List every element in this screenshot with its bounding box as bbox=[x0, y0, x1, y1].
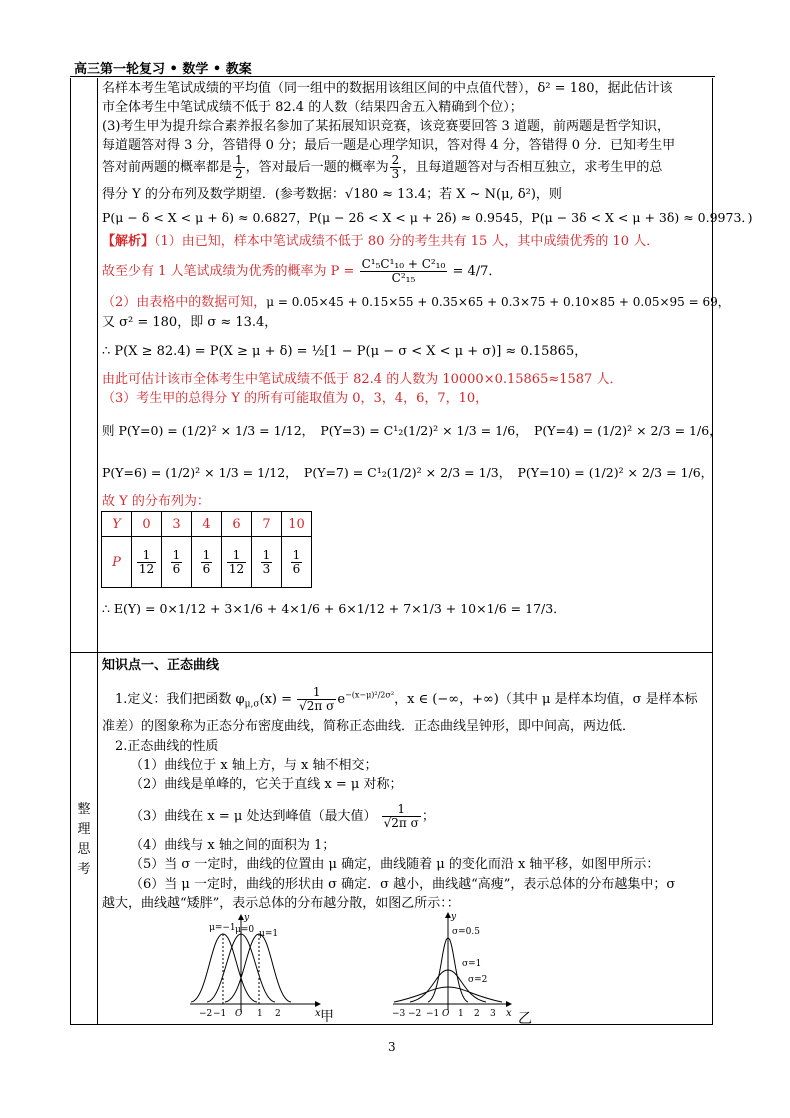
problem-line: 每道题答对得 3 分，答错得 0 分；最后一题是心理学知识，答对得 4 分，答错得 0 分．已知考生甲 bbox=[102, 138, 676, 153]
frac-den: 6 bbox=[172, 561, 181, 576]
frac-den: 2 bbox=[235, 167, 243, 181]
text-span: e bbox=[337, 692, 346, 707]
page-number: 3 bbox=[388, 1040, 396, 1054]
property-item: （2）曲线是单峰的，它关于直线 x = μ 对称； bbox=[130, 777, 403, 792]
text-span: −(x−μ)²/2σ² bbox=[345, 690, 395, 700]
column-divider bbox=[97, 78, 98, 1025]
frac-den: 12 bbox=[228, 561, 245, 576]
frac-den: √2π σ bbox=[383, 816, 419, 830]
tick-label: 1 bbox=[458, 1009, 464, 1019]
figure-jia bbox=[185, 912, 335, 1022]
fraction bbox=[390, 154, 402, 181]
text-span: （1）由已知，样本中笔试成绩不低于 80 分的考生共有 15 人，其中成绩优秀的 10 人． bbox=[154, 234, 660, 249]
table-cell: 6 bbox=[222, 512, 252, 537]
text-span: （3）曲线在 x = μ 处达到峰值（最大值） bbox=[130, 809, 377, 824]
problem-line: 名样本考生笔试成绩的平均值（同一组中的数据用该组区间的中点值代替），δ² = 180，据此估计该 bbox=[102, 81, 673, 96]
definition-line: 准差）的图象称为正态分布密度曲线，简称正态曲线．正态曲线呈钟形，即中间高，两边低． bbox=[102, 719, 636, 734]
text-span: 故至少有 1 人笔试成绩为优秀的概率为 P = bbox=[102, 264, 355, 279]
problem-line bbox=[102, 186, 562, 204]
frac-num: 1 bbox=[172, 547, 181, 562]
tick-label: −3 bbox=[392, 1009, 406, 1019]
text-span: ，x ∈ (−∞，+∞)（其中 μ 是样本均值，σ 是样本标 bbox=[394, 692, 698, 707]
fraction bbox=[297, 686, 336, 713]
solution-line: P(Y=6) = (1/2)² × 1/3 = 1/12， P(Y=7) = C¹₂(1/2)² × 2/3 = 1/3， P(Y=10) = (1/2)² × 2/3 = 1/6， bbox=[102, 465, 714, 480]
curve-label: μ=0 bbox=[235, 925, 255, 935]
tick-label: O bbox=[235, 1009, 243, 1019]
side-label bbox=[76, 800, 92, 880]
frac-den: 3 bbox=[262, 561, 271, 576]
text-span: 得分 Y 的分布列及数学期望．( bbox=[102, 187, 280, 202]
solution-line: 由此可估计该市全体考生中笔试成绩不低于 82.4 的人数为 10000×0.15865≈1587 人． bbox=[102, 372, 623, 387]
solution-line bbox=[102, 258, 501, 285]
text-span: 参考数据：√180 ≈ 13.4；若 X ~ N(μ, δ²)，则 bbox=[279, 187, 562, 202]
table-cell bbox=[252, 537, 282, 588]
x-axis-label: x bbox=[315, 1008, 321, 1019]
problem-line: 市全体考生中笔试成绩不低于 82.4 的人数（结果四舍五入精确到个位）； bbox=[102, 100, 523, 115]
property-item: 越大，曲线越“矮胖”，表示总体的分布越分散，如图乙所示：： bbox=[102, 896, 460, 911]
section-heading: 知识点一、正态曲线 bbox=[102, 658, 220, 673]
frac-num: C¹₅C¹₁₀ + C²₁₀ bbox=[361, 257, 446, 271]
frac-num: 1 bbox=[382, 803, 421, 817]
property-item bbox=[130, 803, 435, 830]
curve-mu-1 bbox=[225, 934, 291, 1002]
fraction bbox=[233, 154, 245, 181]
text-span: （2）由表格中的数据可知， bbox=[102, 295, 267, 310]
side-label-char: 考 bbox=[77, 862, 91, 877]
distribution-table bbox=[101, 511, 312, 588]
frac-num: 1 bbox=[235, 153, 243, 167]
y-axis-label: y bbox=[451, 912, 457, 922]
text-span: ，答对最后一题的概率为 bbox=[245, 160, 389, 175]
row-divider bbox=[70, 652, 713, 653]
text-span: 答对前两题的概率都是 bbox=[102, 160, 233, 175]
frac-den: √2π σ bbox=[299, 699, 335, 713]
table-cell: 3 bbox=[162, 512, 192, 537]
tick-label: −1 bbox=[426, 1009, 440, 1019]
curve-label: σ=2 bbox=[468, 975, 488, 985]
curve-mu-neg1 bbox=[191, 934, 257, 1002]
definition-line bbox=[115, 686, 698, 714]
frac-den: 6 bbox=[202, 561, 211, 576]
side-label-char: 思 bbox=[77, 842, 91, 857]
text-span: 1.定义：我们把函数 φ bbox=[115, 692, 245, 707]
tick-label: −1 bbox=[213, 1009, 227, 1019]
frac-num: 1 bbox=[292, 547, 301, 562]
table-cell bbox=[222, 537, 252, 588]
table-cell: 10 bbox=[282, 512, 312, 537]
figure-yi bbox=[388, 910, 518, 1022]
frac-num: 1 bbox=[137, 549, 156, 563]
problem-line: (3)考生甲为提升综合素养报名参加了某拓展知识竞赛，该竞赛要回答 3 道题，前两题是哲学知识， bbox=[102, 119, 670, 134]
text-span: ，且每道题答对与否相互独立，求考生甲的总 bbox=[402, 160, 663, 175]
frac-num: 1 bbox=[202, 547, 211, 562]
property-item: （4）曲线与 x 轴之间的面积为 1； bbox=[130, 838, 336, 853]
curve-label: μ=−1 bbox=[209, 923, 236, 933]
y-axis-label: y bbox=[244, 913, 250, 923]
text-span: μ = 0.05×45 + 0.15×55 + 0.35×65 + 0.3×75 + 0.10×85 + 0.05×95 = 69， bbox=[266, 295, 730, 309]
tick-label: O bbox=[442, 1009, 450, 1019]
table-cell: 7 bbox=[252, 512, 282, 537]
frac-den: 6 bbox=[292, 561, 301, 576]
solution-line: 又 σ² = 180，即 σ ≈ 13.4， bbox=[102, 315, 278, 330]
solution-tag: 【解析】 bbox=[102, 234, 155, 249]
table-row bbox=[102, 537, 312, 588]
side-label-char: 理 bbox=[77, 822, 91, 837]
side-label-char: 整 bbox=[77, 802, 91, 817]
tick-label: −2 bbox=[199, 1009, 213, 1019]
figure-caption: 甲 bbox=[320, 1009, 334, 1025]
text-span: μ,σ bbox=[244, 699, 260, 710]
header-rule bbox=[70, 76, 715, 77]
frac-num: 1 bbox=[227, 549, 246, 563]
table-cell bbox=[192, 537, 222, 588]
curve-label: μ=1 bbox=[259, 929, 279, 939]
frac-num: 2 bbox=[391, 153, 400, 167]
solution-line bbox=[102, 293, 730, 312]
property-item: （6）当 μ 一定时，曲线的形状由 σ 确定．σ 越小，曲线越“高瘦”，表示总体的分布越集中；σ bbox=[130, 877, 676, 892]
property-title: 2.正态曲线的性质 bbox=[115, 739, 219, 754]
text-span: = 4/7． bbox=[452, 264, 502, 279]
table-cell: Y bbox=[102, 512, 132, 537]
table-row bbox=[102, 512, 312, 537]
figure-caption: 乙 bbox=[518, 1011, 532, 1027]
tick-label: 1 bbox=[257, 1009, 263, 1019]
tick-label: 3 bbox=[490, 1009, 496, 1019]
problem-line bbox=[102, 154, 662, 181]
problem-line: P(μ − δ < X < μ + δ) ≈ 0.6827，P(μ − 2δ < X < μ + 2δ) ≈ 0.9545，P(μ − 3δ < X < μ + 3δ) ≈ 0.9973．) bbox=[102, 210, 753, 225]
frac-den: C²₁₅ bbox=[391, 271, 416, 285]
table-cell bbox=[282, 537, 312, 588]
tick-label: 2 bbox=[275, 1009, 281, 1019]
curve-label: σ=0.5 bbox=[452, 927, 480, 937]
tick-label: 2 bbox=[474, 1009, 480, 1019]
text-span: ； bbox=[421, 809, 435, 824]
solution-line: 故 Y 的分布列为： bbox=[102, 494, 210, 509]
page-header: 高三第一轮复习 • 数学 • 教案 bbox=[74, 62, 252, 77]
frac-num: 1 bbox=[297, 686, 336, 700]
fraction bbox=[382, 803, 421, 830]
solution-line: ∴ P(X ≥ 82.4) = P(X ≥ μ + δ) = ½[1 − P(μ − σ < X < μ + σ)] ≈ 0.15865， bbox=[102, 344, 588, 359]
frac-den: 12 bbox=[138, 561, 155, 576]
expectation-line: ∴ E(Y) = 0×1/12 + 3×1/6 + 4×1/6 + 6×1/12 + 7×1/3 + 10×1/6 = 17/3． bbox=[102, 601, 566, 616]
table-cell: 4 bbox=[192, 512, 222, 537]
table-cell bbox=[132, 537, 162, 588]
property-item: （5）当 σ 一定时，曲线的位置由 μ 确定，曲线随着 μ 的变化而沿 x 轴平移，如图甲所示： bbox=[130, 857, 660, 872]
solution-line: 则 P(Y=0) = (1/2)² × 1/3 = 1/12， P(Y=3) = C¹₂(1/2)² × 1/3 = 1/6， P(Y=4) = (1/2)² × 2/3 = 1/6， bbox=[102, 423, 722, 438]
solution-line bbox=[102, 233, 659, 251]
property-item: （1）曲线位于 x 轴上方，与 x 轴不相交； bbox=[130, 758, 378, 773]
frac-num: 1 bbox=[262, 547, 271, 562]
text-span: (x) = bbox=[259, 692, 297, 707]
frac-den: 3 bbox=[391, 167, 400, 181]
fraction bbox=[360, 258, 448, 285]
curve-label: σ=1 bbox=[462, 959, 482, 969]
table-cell: P bbox=[102, 537, 132, 588]
solution-line: （3）考生甲的总得分 Y 的所有可能取值为 0，3，4，6，7，10， bbox=[102, 391, 489, 406]
x-axis-label: x bbox=[506, 1008, 512, 1019]
table-cell: 0 bbox=[132, 512, 162, 537]
tick-label: −2 bbox=[408, 1009, 422, 1019]
table-cell bbox=[162, 537, 192, 588]
x-axis-arrow bbox=[506, 1001, 512, 1007]
